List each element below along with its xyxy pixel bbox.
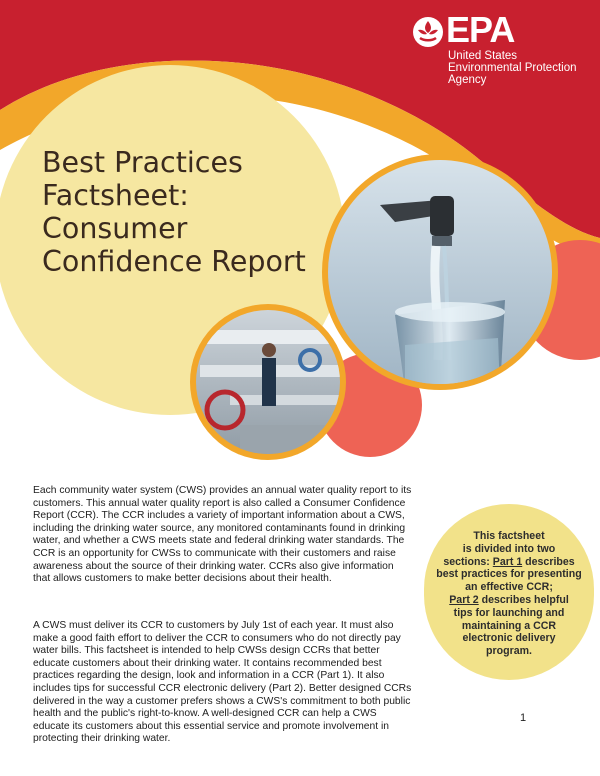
callout-line: an effective CCR; [465,581,553,594]
callout-line: electronic delivery [462,632,556,645]
title-line: Best Practices [42,146,243,179]
part2-link[interactable]: Part 2 [449,593,479,606]
title-line: Factsheet: [42,179,189,212]
callout-line: best practices for presenting [436,568,582,581]
callout-line: is divided into two [462,542,556,555]
callout-line [425,594,593,607]
callout-line: program. [486,645,532,658]
callout-line: maintaining a CCR [461,619,557,632]
agency-line: Environmental Protection [448,62,577,74]
page-number: 1 [520,712,527,724]
paragraph-text: A CWS must deliver its CCR to customers by July 1st of each year. It must also make a good faith effort to deliver the CCR to consumers who do not directly pay water bills. This factsheet is intended to help CWSs design CCRs that better educate customers about their drinking water. It contains recommended best practices regarding the design, look and information in a CCR (Part 1). It also includes tips for successful CCR electronic delivery (Part 2). Better designed CCRs delivered in the way a customer prefers shows a CWS's commitment to both public health and the public's right-to-know. A well-designed CCR can help a CWS educate its customers about this essential service and promote involvement in protecting their drinking water. [33,620,412,745]
callout-text [425,530,593,658]
agency-line: United States [448,50,518,62]
epa-flower-icon [412,16,444,48]
callout-line [425,556,593,569]
callout-line: This factsheet [473,530,545,542]
page-title [42,146,342,278]
epa-logo[interactable] [412,9,592,86]
callout-line: tips for launching and [453,606,565,619]
title-line: Consumer [42,212,188,245]
callout-fragment: describes helpful [478,593,569,606]
delivery-paragraph [33,620,413,746]
epa-wordmark: EPA [446,9,515,50]
agency-name [448,50,598,86]
callout-fragment: sections: [443,555,493,568]
part1-link[interactable]: Part 1 [492,555,523,568]
callout-fragment: describes [522,555,575,568]
intro-paragraph [33,485,413,586]
agency-line: Agency [448,74,487,86]
title-line: Confidence Report [42,245,306,278]
paragraph-text: Each community water system (CWS) provides an annual water quality report to its customers. This annual water quality report is also called a Consumer Confidence Report (CCR). The CCR includes a variety of important information about a CWS, including the drinking water source, any monitored contaminants found in drinking water, and whether a CWS meets state and federal drinking water standards. The CCR is an opportunity for CWSs to communicate with their customers and raise awareness about the source of their drinking water. CCRs also give information that allows customers to make better decisions about their health. [33,485,412,585]
